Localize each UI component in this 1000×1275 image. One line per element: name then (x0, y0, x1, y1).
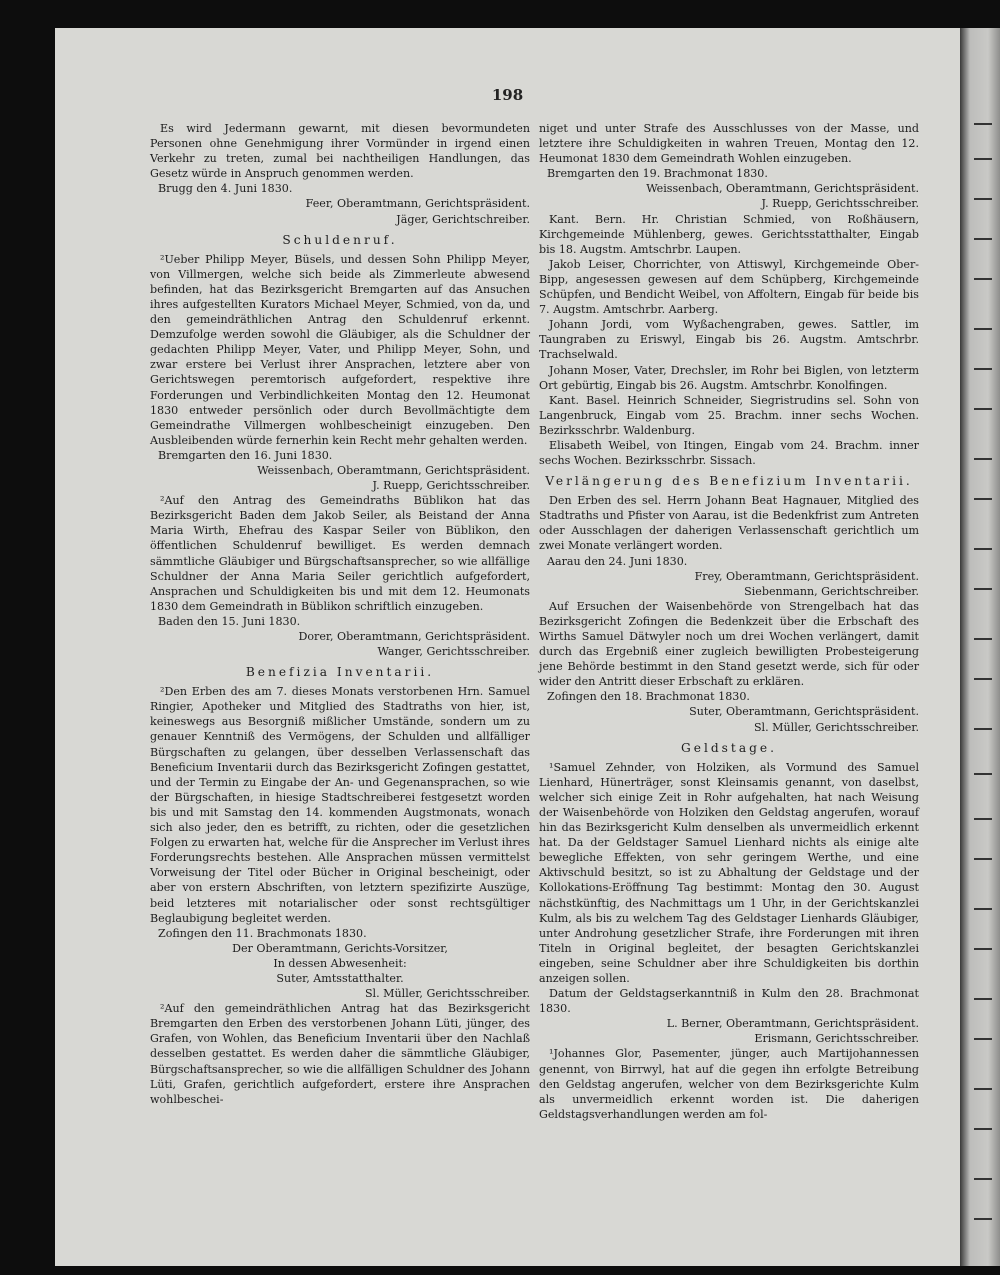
spine-text-fragment (974, 548, 992, 550)
spine-text-fragment (974, 123, 992, 125)
right-paragraph: Kant. Bern. Hr. Christian Schmied, von Roßhäusern, Kirchgemeinde Mühlenberg, gewes. Gerichtsstatthalter, Eingab bis 18. Augstm. Amtschrbr. Laupen. (539, 212, 919, 256)
left-section-heading: Schuldenruf. (282, 232, 398, 247)
right-paragraph: niget und unter Strafe des Ausschlusses von der Masse, und letztere ihre Schuldigkeiten in wahren Treuen, Montag den 12. Heumonat 1830 dem Gemeindrath Wohlen einzugeben. (539, 122, 919, 166)
right-column (539, 121, 919, 1122)
spine-text-fragment (974, 408, 992, 410)
spine-text-fragment (974, 773, 992, 775)
spine-text-fragment (974, 1128, 992, 1130)
right-signature-line: Frey, Oberamtmann, Gerichtspräsident. (694, 569, 919, 583)
left-centered-line: Suter, Amtsstatthalter. (276, 971, 404, 985)
spine-text-fragment (974, 998, 992, 1000)
spine-text-fragment (974, 238, 992, 240)
right-paragraph: Auf Ersuchen der Waisenbehörde von Strengelbach hat das Bezirksgericht Zofingen die Bedenkzeit über die Erbschaft des Wirths Samuel Dätwyler noch um drei Wochen verlängert, damit durch das Ergebniß einer zugleich bewilligten Probesteigerung jene Behörde bestimmt in den Stand gesetzt werde, sich für oder wider den Antritt dieser Erbschaft zu erklären. (539, 599, 919, 689)
left-paragraph: Es wird Jedermann gewarnt, mit diesen bevormundeten Personen ohne Genehmigung ihrer Vormünder in irgend einen Verkehr zu treten, zumal bei nachtheiligen Handlungen, das Gesetz würde in Anspruch genommen werden. (150, 122, 530, 181)
left-paragraph: ²Den Erben des am 7. dieses Monats verstorbenen Hrn. Samuel Ringier, Apotheker und Mitglied des Stadtraths von hier, ist, keineswegs aus Besorgniß mißlicher Umstände, sondern um zu genauer Kenntniß des Vermögens, der Schulden und allfälliger Bürgschaften zu gelangen, über desselben Verlassenschaft das Beneficium Inventarii durch das Bezirksgericht Zofingen gestattet, und der Termin zu Eingabe der An- und Gegenansprachen, so wie der Bürgschaften, in hiesige Stadtschreiberei festgesetzt worden bis und mit Samstag den 14. kommenden Augstmonats, wonach sich also jeder, den es betrifft, zu richten, oder die gesetzlichen Folgen zu erwarten hat, welche für die Ansprecher im Verlust ihres Forderungsrechts bestehen. Alle Ansprachen müssen vermittelst Vorweisung der Titel oder Bücher in Original bescheinigt, oder aber von erstern Abschriften, von letztern spezifizirte Auszüge, beid letzteres mit notarialischer oder sonst rechtsgültiger Beglaubigung begleitet werden. (150, 685, 530, 925)
left-signature-line: Sl. Müller, Gerichtsschreiber. (364, 987, 530, 1001)
spine-text-fragment (974, 458, 992, 460)
right-signature-line: J. Ruepp, Gerichtsschreiber. (761, 197, 919, 211)
right-signature-line: Siebenmann, Gerichtschreiber. (744, 584, 919, 598)
spine-text-fragment (974, 728, 992, 730)
left-place-date-line: Bremgarten den 16. Juni 1830. (158, 448, 333, 462)
right-paragraph: Johann Jordi, vom Wyßachengraben, gewes. Sattler, im Taungraben zu Eriswyl, Eingab bis 26. Augstm. Amtschrbr. Trachselwald. (539, 318, 919, 362)
right-signature-line: Suter, Oberamtmann, Gerichtspräsident. (689, 705, 919, 719)
left-paragraph: ²Auf den gemeindräthlichen Antrag hat das Bezirksgericht Bremgarten den Erben des verstorbenen Johann Lüti, jünger, des Grafen, von Wohlen, das Beneficium Inventarii über den Nachlaß desselben gestattet. Es werden daher die sämmtliche Gläubiger, Bürgschaftsansprecher, so wie die allfälligen Schuldner des Johann Lüti, Grafen, gerichtlich aufgefordert, erstere ihre Ansprachen wohlbeschei- (150, 1002, 530, 1106)
left-signature-line: Weissenbach, Oberamtmann, Gerichtspräsident. (257, 463, 530, 477)
right-paragraph: Elisabeth Weibel, von Itingen, Eingab vom 24. Brachm. inner sechs Wochen. Bezirksschrbr. Sissach. (539, 438, 919, 468)
spine-text-fragment (974, 1088, 992, 1090)
left-section-heading: Benefizia Inventarii. (245, 665, 435, 680)
left-paragraph: ²Auf den Antrag des Gemeindraths Büblikon hat das Bezirksgericht Baden dem Jakob Seiler, als Beistand der Anna Maria Wirth, Ehefrau des Kaspar Seiler von Büblikon, den öffentlichen Schuldenruf bewilliget. Es werden demnach sämmtliche Gläubiger und Bürgschaftsansprecher, so wie allfällige Schuldner der Anna Maria Seiler gerichtlich aufgefordert, Ansprachen und Schuldigkeiten bis und mit dem 12. Heumonats 1830 dem Gemeindrath in Büblikon schriftlich einzugeben. (150, 494, 530, 613)
newspaper-page (55, 28, 960, 1266)
page-number: 198 (491, 86, 524, 104)
left-centered-line: In dessen Abwesenheit: (273, 956, 407, 970)
right-section-heading: Verlängerung des Benefizium Inventarii. (545, 474, 913, 489)
left-signature-line: Jäger, Gerichtschreiber. (396, 212, 530, 226)
spine-text-fragment (974, 678, 992, 680)
spine-text-fragment (974, 908, 992, 910)
spine-text-fragment (974, 1218, 992, 1220)
left-centered-line: Der Oberamtmann, Gerichts-Vorsitzer, (232, 941, 448, 955)
spine-text-fragment (974, 328, 992, 330)
spine-text-fragment (974, 278, 992, 280)
spine-text-fragment (974, 198, 992, 200)
left-paragraph: ²Ueber Philipp Meyer, Büsels, und dessen Sohn Philipp Meyer, von Villmergen, welche sich beide als Zimmerleute abwesend befinden, hat das Bezirksgericht Bremgarten auf das Ansuchen ihres aufgestellten Kurators Michael Meyer, Schmied, von da, und den gemeindräthlichen Antrag den Schuldenruf erkennt. Demzufolge werden sowohl die Gläubiger, als die Schuldner der gedachten Philipp Meyer, Vater, und Philipp Meyer, Sohn, und zwar erstere bei Verlust ihrer Ansprachen, letztere aber von Gerichtswegen peremtorisch aufgefordert, respektive ihre Forderungen und Verbindlichkeiten Montag den 12. Heumonat 1830 entweder persönlich oder durch Bevollmächtigte dem Gemeindrathe Villmergen wohlbescheinigt einzugeben. Den Ausbleibenden würde fernerhin kein Recht mehr gehalten werden. (150, 252, 530, 447)
right-paragraph: Den Erben des sel. Herrn Johann Beat Hagnauer, Mitglied des Stadtraths und Pfister von Aarau, ist die Bedenkfrist zum Antreten oder Ausschlagen der daherigen Verlassenschaft gerichtlich um zwei Monate verlängert worden. (539, 494, 919, 553)
right-signature-line: Weissenbach, Oberamtmann, Gerichtspräsident. (646, 182, 919, 196)
right-paragraph: Jakob Leiser, Chorrichter, von Attiswyl, Kirchgemeinde Ober-Bipp, angesessen gewesen auf dem Schüpberg, Kirchgemeinde Schüpfen, und Bendicht Weibel, von Affoltern, Eingab für beide bis 7. Augstm. Amtschrbr. Aarberg. (539, 257, 919, 317)
left-signature-line: Wanger, Gerichtsschreiber. (377, 645, 530, 659)
left-place-date-line: Brugg den 4. Juni 1830. (158, 182, 293, 196)
spine-text-fragment (974, 858, 992, 860)
right-signature-line: L. Berner, Oberamtmann, Gerichtspräsident. (666, 1017, 919, 1031)
spine-text-fragment (974, 1178, 992, 1180)
left-place-date-line: Baden den 15. Juni 1830. (158, 614, 301, 628)
spine-text-fragment (974, 818, 992, 820)
left-signature-line: Dorer, Oberamtmann, Gerichtspräsident. (298, 630, 530, 643)
left-signature-line: J. Ruepp, Gerichtsschreiber. (372, 479, 530, 493)
right-signature-line: Erismann, Gerichtsschreiber. (754, 1032, 919, 1046)
right-paragraph: ¹Johannes Glor, Pasementer, jünger, auch Martijohannessen genennt, von Birrwyl, hat auf die gegen ihn erfolgte Betreibung den Geldstag angerufen, welcher von dem Bezirksgerichte Kulm als unvermeidlich erkennt worden ist. Die daherigen Geldstagsverhandlungen werden am fol- (539, 1047, 919, 1121)
spine-text-fragment (974, 498, 992, 500)
right-place-date-line: Bremgarten den 19. Brachmonat 1830. (547, 167, 768, 181)
spine-text-fragment (974, 638, 992, 640)
right-signature-line: Sl. Müller, Gerichtsschreiber. (753, 720, 919, 734)
left-signature-line: Feer, Oberamtmann, Gerichtspräsident. (305, 197, 530, 211)
right-section-heading: Geldstage. (681, 740, 777, 755)
right-place-date-line: Zofingen den 18. Brachmonat 1830. (547, 690, 750, 704)
spine-text-fragment (974, 948, 992, 950)
spine-text-fragment (974, 1038, 992, 1040)
left-column (150, 121, 530, 1107)
right-paragraph: Kant. Basel. Heinrich Schneider, Siegristrudins sel. Sohn von Langenbruck, Eingab vom 25. Brachm. inner sechs Wochen. Bezirksschrbr. Waldenburg. (539, 393, 919, 437)
right-paragraph: ¹Samuel Zehnder, von Holziken, als Vormund des Samuel Lienhard, Hünerträger, sonst Kleinsamis genannt, von daselbst, welcher sich einige Zeit in Rohr aufgehalten, hat nach Weisung der Waisenbehörde von Holziken den Geldstag angerufen, worauf hin das Bezirksgericht Kulm denselben als unvermeidlich erkennt hat. Da der Geldstager Samuel Lienhard nichts als einige alte bewegliche Effekten, von sehr geringem Werthe, und eine Aktivschuld besitzt, so ist zu Abhaltung der Geldstage und der Kollokations-Eröffnung Tag bestimmt: Montag den 30. August nächstkünftig, des Nachmittags um 1 Uhr, in der Gerichtskanzlei Kulm, als bis zu welchem Tag des Geldstager Lienhards Gläubiger, unter Androhung gesetzlicher Strafe, ihre Forderungen mit ihren Titeln in Original begleitet, der besagten Gerichtskanzlei eingeben, seine Schuldner aber ihre Schuldigkeiten bis dorthin anzeigen sollen. (539, 760, 919, 985)
book-spine-edge (960, 28, 1000, 1266)
right-paragraph: Johann Moser, Vater, Drechsler, im Rohr bei Biglen, von letzterm Ort gebürtig, Eingab bis 26. Augstm. Amtschrbr. Konolfingen. (539, 363, 919, 392)
right-place-date-line: Aarau den 24. Juni 1830. (547, 554, 688, 568)
spine-text-fragment (974, 158, 992, 160)
spine-text-fragment (974, 368, 992, 370)
spine-text-fragment (974, 588, 992, 590)
left-place-date-line: Zofingen den 11. Brachmonats 1830. (158, 926, 367, 940)
right-paragraph: Datum der Geldstagserkanntniß in Kulm den 28. Brachmonat 1830. (539, 987, 919, 1016)
